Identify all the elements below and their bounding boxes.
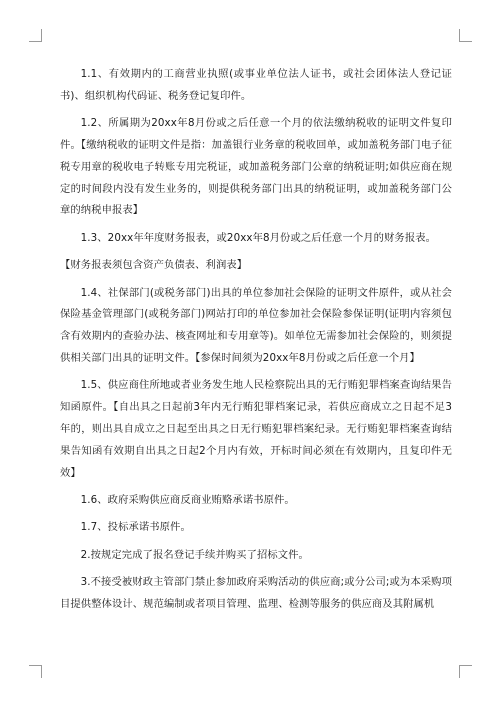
crop-mark-top-left [29,29,42,42]
paragraph-3: 3.不接受被财政主管部门禁止参加政府采购活动的供应商;或分公司;或为本采购项目提供整体设计、规范编制或者项目管理、监理、检测等服务的供应商及其附属机 [60,576,452,610]
crop-mark-top-right [459,29,472,42]
paragraph-1-3-note: 【财务报表须包含资产负债表、利润表】 [60,259,248,272]
paragraph-1-3: 1.3、20xx年年度财务报表，或20xx年8月份或之后任意一个月的财务报表。 [80,231,437,244]
paragraph-1-6: 1.6、政府采购供应商反商业贿赂承诺书原件。 [80,493,295,506]
crop-mark-bottom-left [29,665,42,678]
document-page [60,64,452,621]
paragraph-1-1: 1.1、有效期内的工商营业执照(或事业单位法人证书，或社会团体法人登记证书)、组织机构代码证、税务登记复印件。 [60,68,452,102]
paragraph-1-2: 1.2、所属期为20xx年8月份或之后任意一个月的依法缴纳税收的证明文件复印件。【缴纳税收的证明文件是指：加盖银行业务章的税收回单，或加盖税务部门电子征税专用章的税收电子转账专用完税证，或加盖税务部门公章的纳税证明;如供应商在规定的时间段内没有发生业务的，则提供税务部门出具的纳税证明，或加盖税务部门公章的纳税申报表】 [60,117,452,217]
paragraph-1-7: 1.7、投标承诺书原件。 [80,521,191,534]
crop-mark-bottom-right [459,665,472,678]
paragraph-2: 2.按规定完成了报名登记手续并购买了招标文件。 [80,548,309,561]
paragraph-1-4: 1.4、社保部门(或税务部门)出具的单位参加社会保险的证明文件原件，或从社会保险基金管理部门(或税务部门)网站打印的单位参加社会保险参保证明(证明内容须包含有效期内的查验办法、核查网址和专用章等)。如单位无需参加社会保险的，则须提供相关部门出具的证明文件。【参保时间须为20xx年8月份或之后任意一个月】 [60,286,452,364]
paragraph-1-5: 1.5、供应商住所地或者业务发生地人民检察院出具的无行贿犯罪档案查询结果告知函原件。【自出具之日起前3年内无行贿犯罪档案记录，若供应商成立之日起不足3年的，则出具自成立之日起至出具之日无行贿犯罪档案纪录。无行贿犯罪档案查询结果告知函有效期自出具之日起2个月内有效，开标时间必须在有效期内，且复印件无效】 [60,379,452,479]
